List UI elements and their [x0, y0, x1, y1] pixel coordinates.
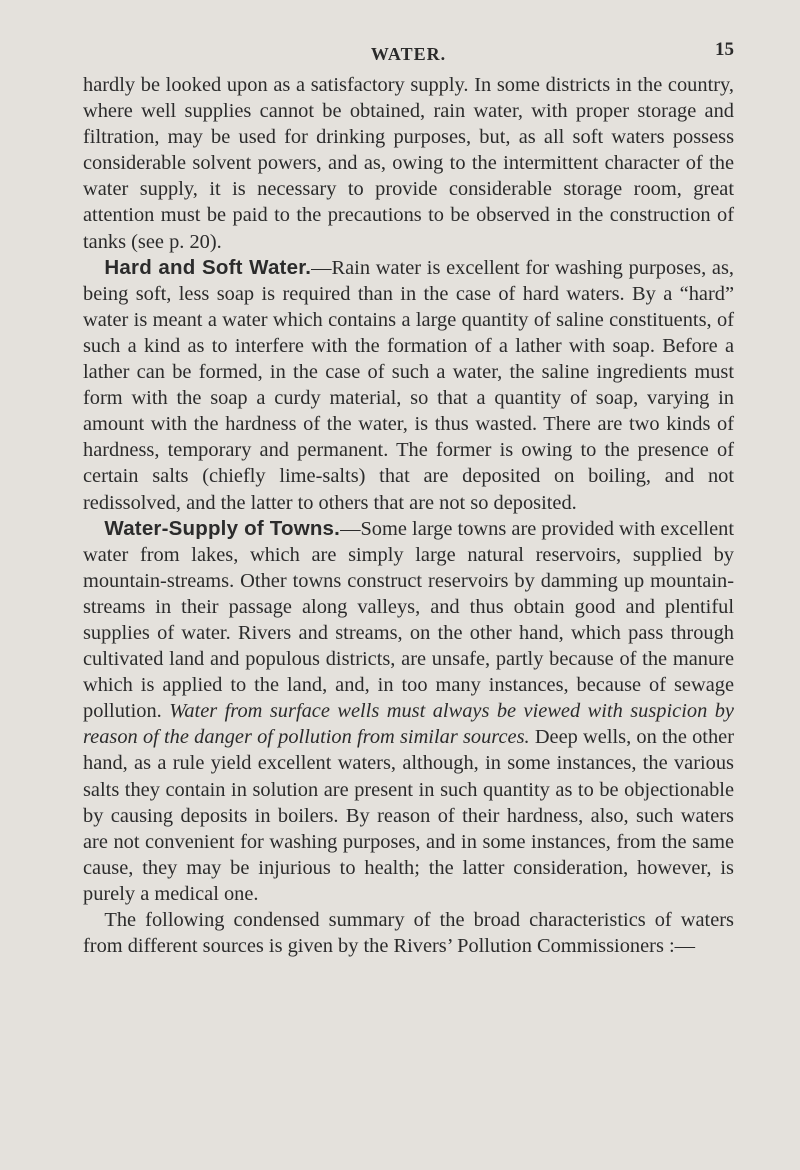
page-number: 15: [715, 39, 734, 60]
paragraph-rain-water-supply: [83, 72, 734, 255]
body-text: [83, 72, 734, 959]
running-title: WATER.: [370, 44, 447, 64]
running-head: [83, 0, 734, 72]
section-heading-hard-soft-water: Hard and Soft Water.: [104, 255, 312, 279]
paragraph-water-supply-towns: [83, 516, 734, 907]
paragraph-text: —Some large towns are provided with excellent water from lakes, which are simply large natural reservoirs, supplied by mountain-streams. Other towns construct reservoirs by damming up mountain-streams in their passage along valleys, and thus obtain good and plentiful supplies of water. Rivers and streams, on the other hand, which pass through cultivated land and populous districts, are unsafe, partly because of the manure which is applied to the land, and, in too many instances, because of sewage pollution.: [83, 517, 734, 723]
paragraph-text: —Rain water is excellent for washing purposes, as, being soft, less soap is required than in the case of hard waters. By a “hard” water is meant a water which contains a large quantity of saline constituents, of such a kind as to interfere with the formation of a lather with soap. Before a lather can be formed, in the case of such a water, the saline ingredients must form with the soap a curdy material, so that a quantity of soap, varying in amount with the hardness of the water, is thus wasted. There are two kinds of hardness, temporary and permanent. The former is owing to the presence of certain salts (chiefly lime-salts) that are deposited on boiling, and not redissolved, and the latter to others that are not so deposited.: [83, 256, 734, 514]
paragraph-summary-intro: [83, 907, 734, 959]
paragraph-hard-soft-water: [83, 255, 734, 516]
paragraph-text: The following condensed summary of the broad characteristics of waters from different sources is given by the Rivers’ Pollution Commissioners :—: [83, 909, 734, 958]
paragraph-text: hardly be looked upon as a satisfactory supply. In some districts in the country, where well supplies cannot be obtained, rain water, with proper storage and filtration, may be used for drinking purposes, but, as all soft waters possess considerable solvent powers, and as, owing to the intermittent character of the water supply, it is necessary to provide considerable storage room, great attention must be paid to the precautions to be observed in the construction of tanks (see p. 20).: [83, 74, 734, 253]
section-heading-water-supply-towns: Water-Supply of Towns.: [104, 516, 341, 540]
paragraph-text: Deep wells, on the other hand, as a rule yield excellent waters, although, in some instances, the various salts they contain in solution are present in such quantity as to be objectionable by causing deposits in boilers. By reason of their hardness, also, such waters are not convenient for washing purposes, and in some instances, from the same cause, they may be injurious to health; the latter consideration, however, is purely a medical one.: [83, 726, 735, 905]
italic-emphasis: Water from surface wells must always be viewed with suspicion by reason of the danger of pollution from similar sources.: [83, 700, 734, 749]
